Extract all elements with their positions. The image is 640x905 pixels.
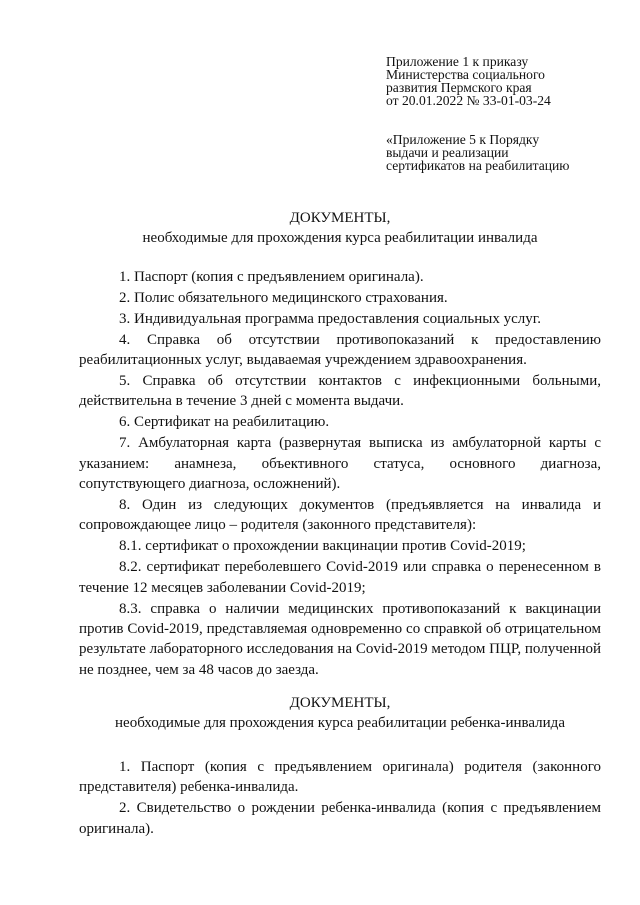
appendix-line: «Приложение 5 к Порядку — [386, 132, 540, 147]
list-item: 4. Справка об отсутствии противопоказаний к предоставлению реабилитационных услуг, выдаваемая учреждением здравоохранения. — [79, 331, 601, 369]
list-item: 7. Амбулаторная карта (развернутая выписка из амбулаторной карты с указанием: анамнеза, объективного статуса, основного диагноза, сопутствующего диагноза, осложнений). — [79, 435, 601, 493]
section-title: ДОКУМЕНТЫ, — [289, 695, 391, 711]
appendix-line: Министерства социального — [386, 67, 545, 82]
list-item: 2. Полис обязательного медицинского страхования. — [119, 289, 448, 306]
list-item: 1. Паспорт (копия с предъявлением оригинала). — [119, 269, 424, 285]
appendix-line: от 20.01.2022 № 33-01-03-24 — [386, 93, 551, 108]
section-heading-disabled-child — [60, 693, 620, 733]
list-item: 8. Один из следующих документов (предъявляется на инвалида и сопровождающее лицо – родителя (законного представителя): — [79, 496, 601, 534]
documents-list-disabled-child — [79, 757, 601, 840]
section-title: ДОКУМЕНТЫ, — [289, 210, 391, 226]
appendix-line: сертификатов на реабилитацию — [386, 158, 570, 173]
appendix-line: развития Пермского края — [386, 80, 532, 95]
list-item: 8.1. сертификат о прохождении вакцинации против Covid-2019; — [119, 538, 526, 555]
documents-list-disabled-adult — [79, 267, 601, 681]
appendix-line: Приложение 1 к приказу — [386, 54, 529, 69]
list-item: 8.3. справка о наличии медицинских противопоказаний к вакцинации против Covid-2019, представляемая одновременно со справкой об отрицательном результате лабораторного исследования на Covid-2019 методом ПЦР, полученной не позднее, чем за 48 часов до заезда. — [79, 600, 601, 678]
section-subtitle: необходимые для прохождения курса реабилитации ребенка-инвалида — [115, 715, 565, 731]
list-item: 6. Сертификат на реабилитацию. — [119, 414, 330, 431]
appendix-note-procedure — [386, 133, 626, 172]
appendix-line: выдачи и реализации — [386, 145, 509, 160]
section-subtitle: необходимые для прохождения курса реабилитации инвалида — [142, 230, 538, 246]
appendix-note-order — [386, 55, 626, 107]
list-item: 2. Свидетельство о рождении ребенка-инвалида (копия с предъявлением оригинала). — [79, 800, 601, 837]
list-item: 3. Индивидуальная программа предоставления социальных услуг. — [119, 310, 541, 327]
list-item: 8.2. сертификат переболевшего Covid-2019 или справка о перенесенном в течение 12 месяцев заболевании Covid-2019; — [79, 559, 601, 596]
section-heading-disabled-adult — [60, 208, 620, 248]
list-item: 5. Справка об отсутствии контактов с инфекционными больными, действительна в течение 3 дней с момента выдачи. — [79, 373, 601, 410]
list-item: 1. Паспорт (копия с предъявлением оригинала) родителя (законного представителя) ребенка-инвалида. — [79, 759, 601, 796]
